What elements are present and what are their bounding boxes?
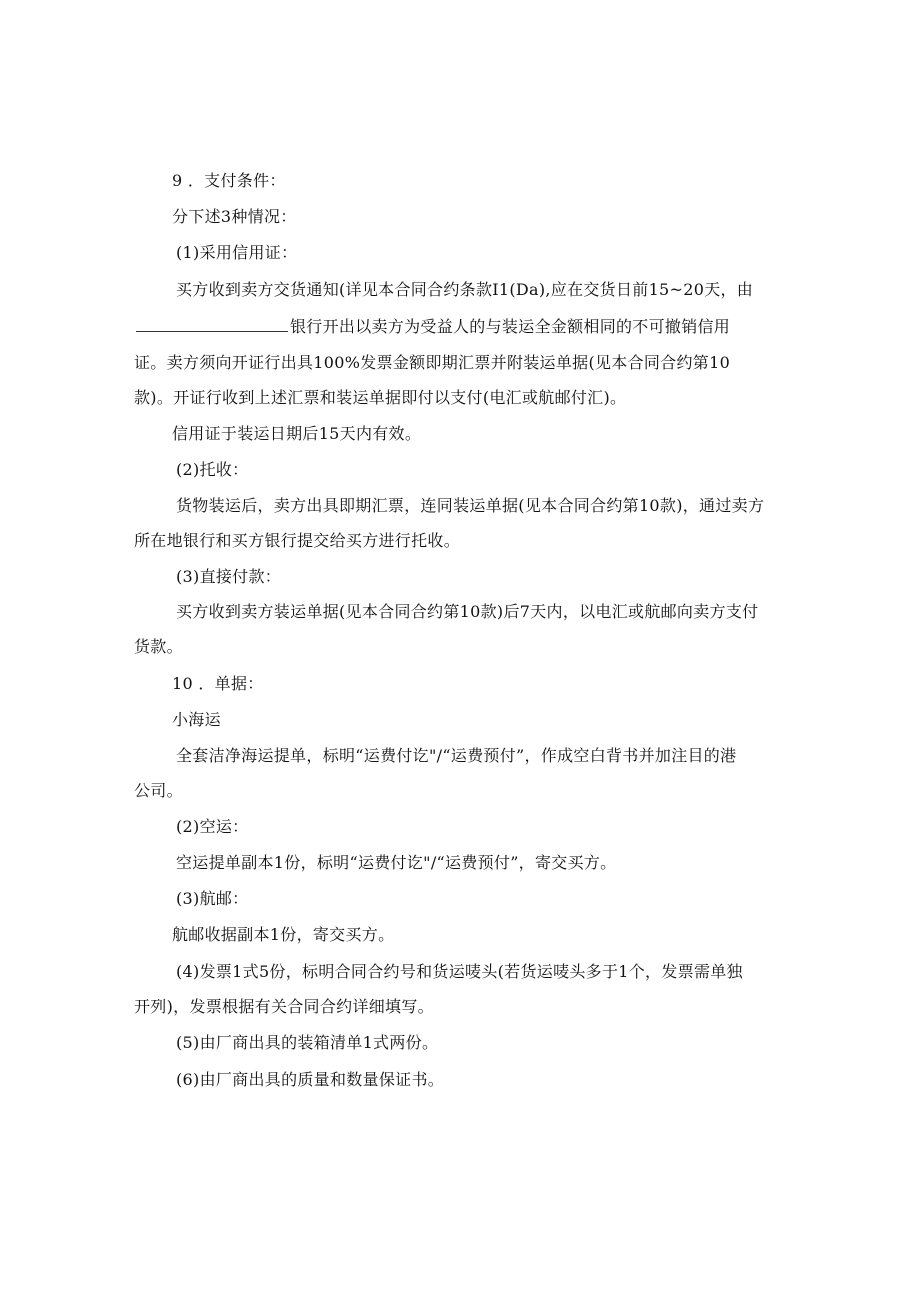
sea-line-2: 公司。 (134, 781, 183, 800)
collection-line-1: 货物装运后，卖方出具即期汇票，连同装运单据(见本合同合约第10款)，通过卖方 (176, 496, 765, 515)
packing-list-line: (5)由厂商出具的装箱清单1式两份。 (176, 1033, 439, 1052)
direct-payment-title: (3)直接付款： (176, 567, 282, 586)
invoice-line-1: (4)发票1式5份，标明合同合约号和货运唛头(若货运唛头多于1个，发票需单独 (176, 962, 743, 981)
section-9-heading: 9 ．支付条件： (172, 171, 286, 190)
lc-paragraph-line-1: 买方收到卖方交货通知(详见本合同合约条款I1(Da),应在交货日前15~20天，由 (176, 280, 754, 299)
lc-validity: 信用证于装运日期后15天内有效。 (172, 424, 422, 443)
air-line-1: 空运提单副本1份，标明“运费付讫"/“运费预付”，寄交买方。 (176, 853, 617, 872)
invoice-line-2: 开列)，发票根据有关合同合约详细填写。 (134, 997, 434, 1016)
quality-certificate-line: (6)由厂商出具的质量和数量保证书。 (176, 1070, 445, 1089)
mail-title: (3)航邮： (176, 889, 249, 908)
sea-line-1: 全套洁净海运提单，标明“运费付讫"/“运费预付”，作成空白背书并加注目的港 (176, 746, 737, 765)
lc-paragraph-line-4: 款)。开证行收到上述汇票和装运单据即付以支付(电汇或航邮付汇)。 (134, 388, 627, 407)
lc-paragraph-line-2 (136, 317, 730, 337)
section-10-heading: 10 ．单据： (172, 674, 264, 693)
lc-paragraph-line-2-text: 银行开出以卖方为受益人的与装运全金额相同的不可撤销信用 (290, 317, 731, 336)
direct-payment-line-2: 货款。 (134, 637, 183, 656)
air-title: (2)空运： (176, 817, 249, 836)
bank-name-blank (136, 317, 288, 332)
collection-line-2: 所在地银行和买方银行提交给买方进行托收。 (134, 531, 461, 550)
sea-title: 小海运 (172, 710, 221, 729)
lc-title: (1)采用信用证： (176, 243, 298, 262)
mail-line-1: 航邮收据副本1份，寄交买方。 (172, 925, 395, 944)
collection-title: (2)托收： (176, 460, 249, 479)
direct-payment-line-1: 买方收到卖方装运单据(见本合同合约第10款)后7天内，以电汇或航邮向卖方支付 (176, 602, 759, 621)
section-9-intro: 分下述3种情况： (172, 207, 297, 226)
lc-paragraph-line-3: 证。卖方须向开证行出具100%发票金额即期汇票并附装运单据(见本合同合约第10 (134, 353, 731, 372)
